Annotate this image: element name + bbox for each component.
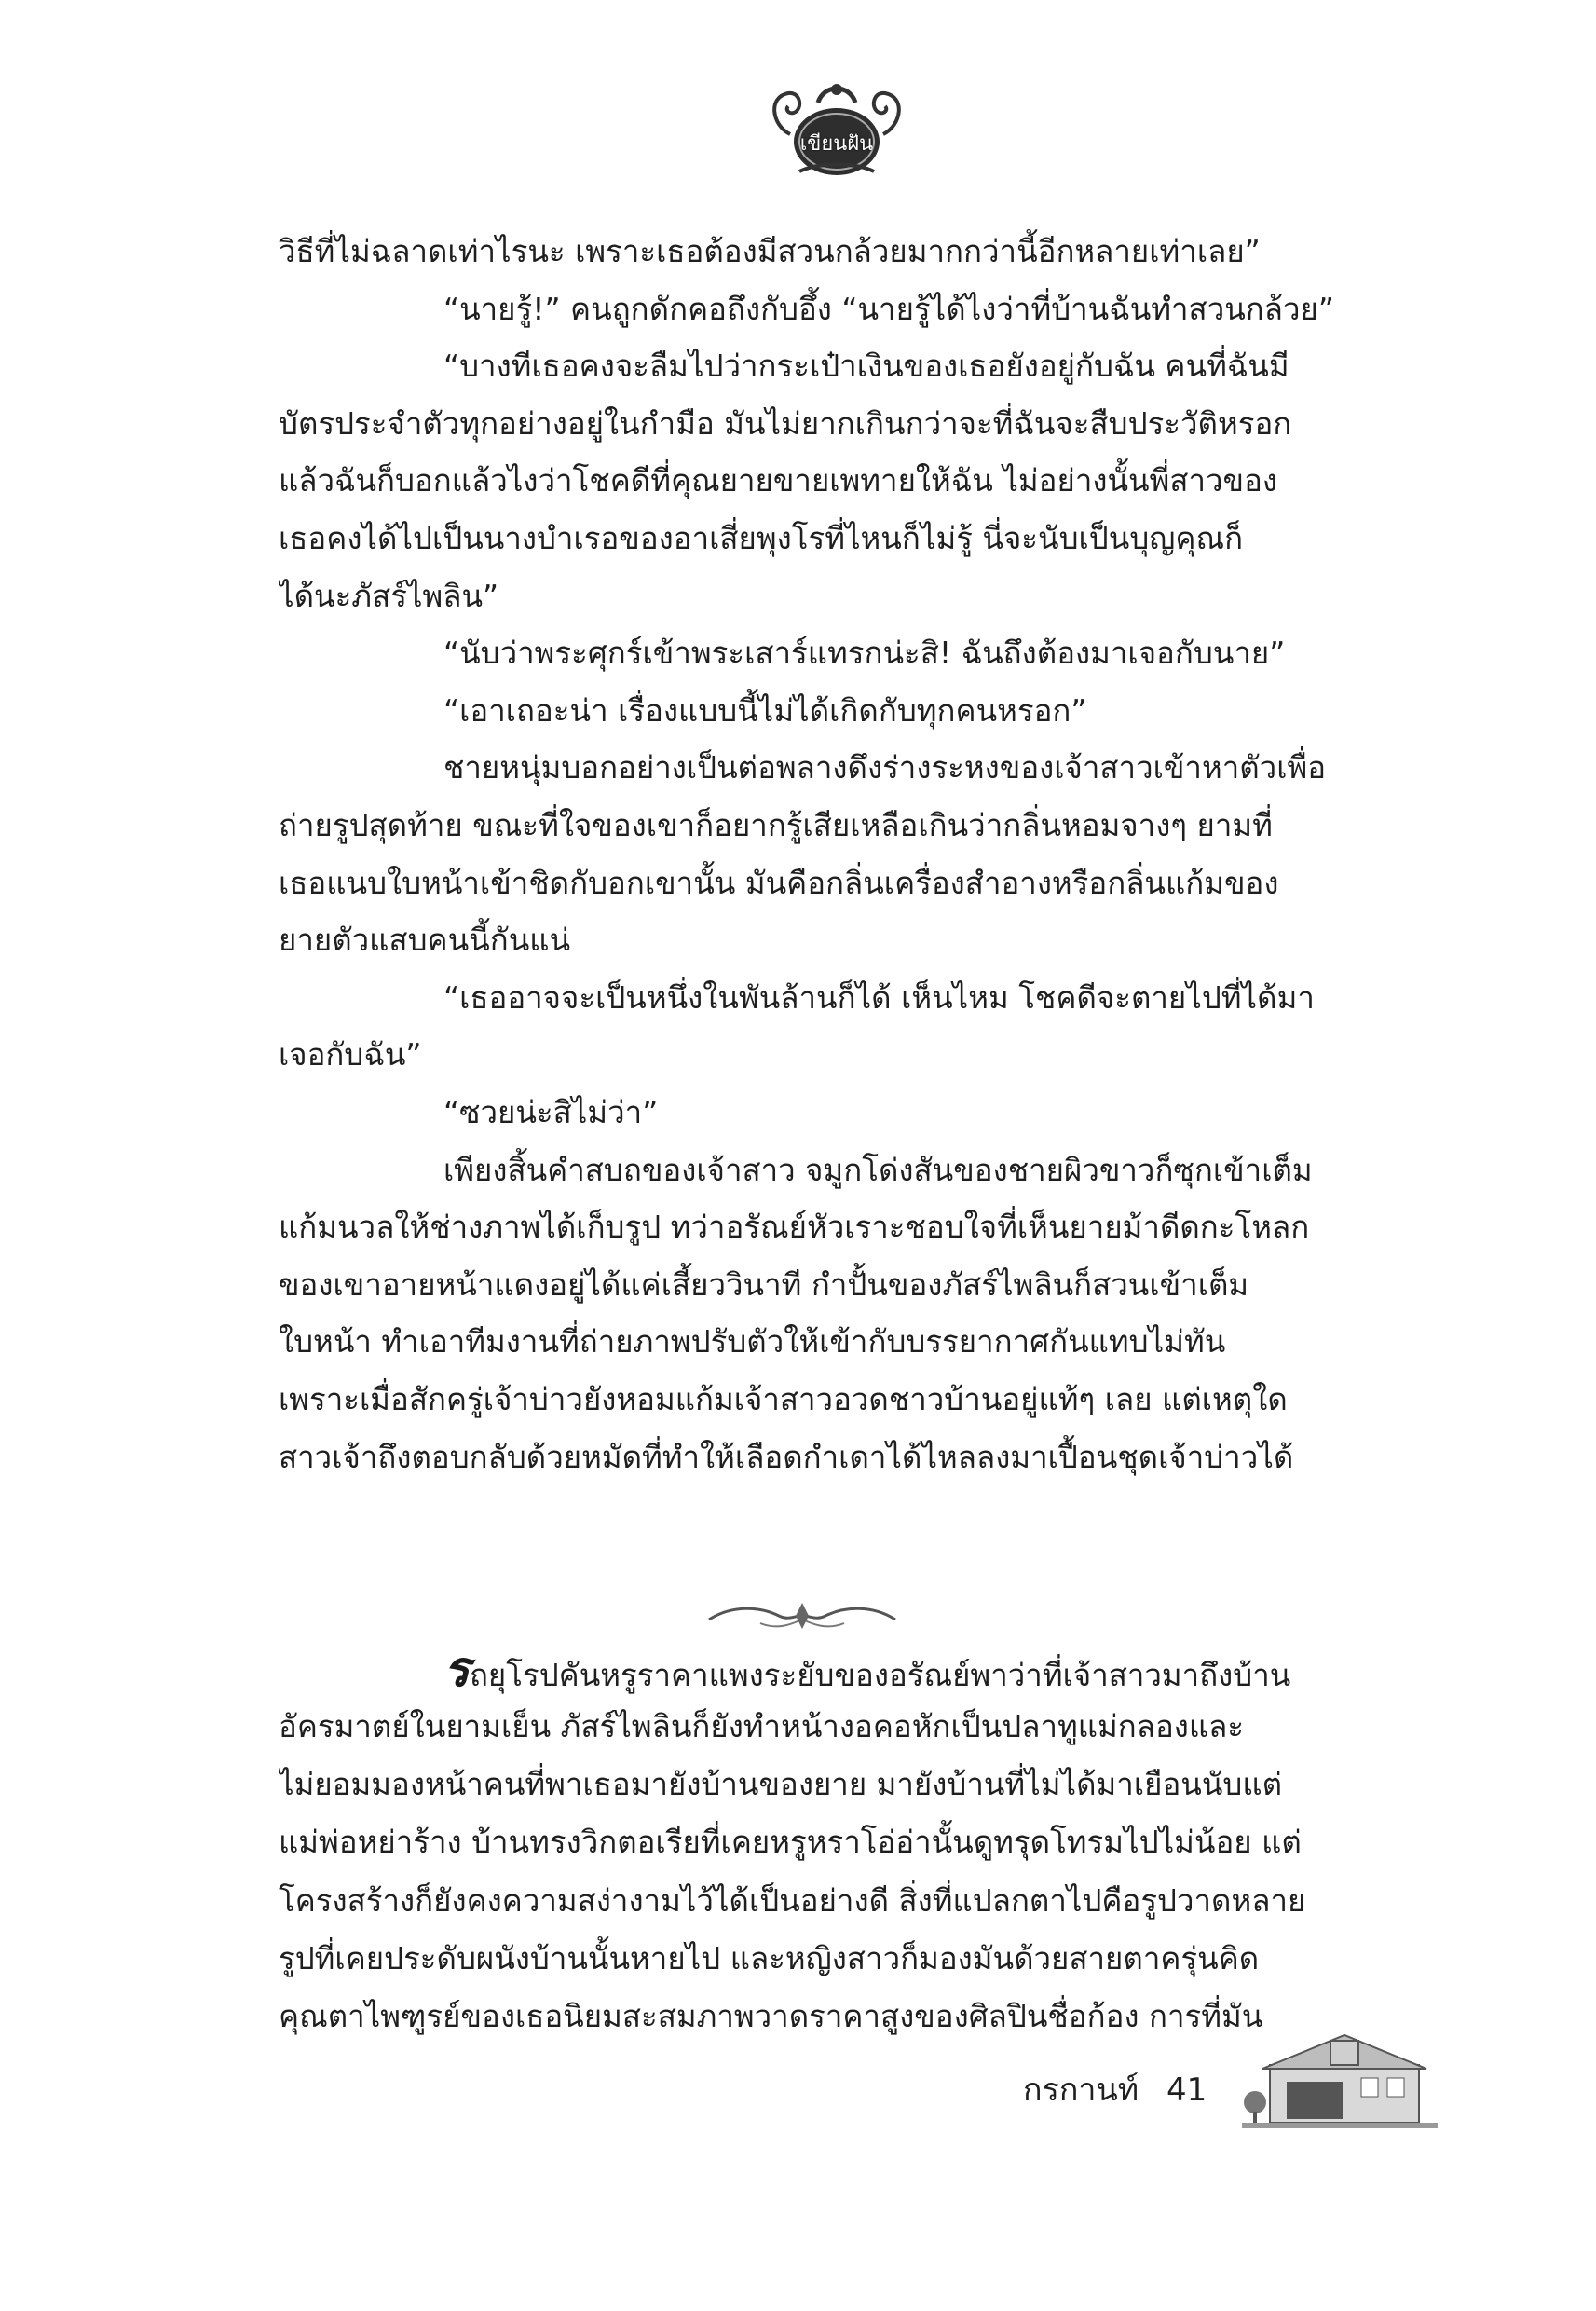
text-line: “เอาเถอะน่า เรื่องแบบนี้ไม่ได้เกิดกับทุกคนหรอก” [443,691,1087,729]
text-line: ได้นะภัสร์ไพลิน” [279,577,499,614]
publisher-logo [762,69,911,186]
text-line: เธอแนบใบหน้าเข้าชิดกับอกเขานั้น มันคือกลิ่นเครื่องสำอางหรือกลิ่นแก้มของ [279,864,1279,901]
text-line: “นับว่าพระศุกร์เข้าพระเสาร์แทรกน่ะสิ! ฉันถึงต้องมาเจอกับนาย” [443,635,1286,672]
text-line: ถ่ายรูปสุดท้าย ขณะที่ใจของเขาก็อยากรู้เสียเหลือเกินว่ากลิ่นหอมจางๆ ยามที่ [279,807,1273,843]
text-line: แม่พ่อหย่าร้าง บ้านทรงวิกตอเรียที่เคยหรูหราโอ่อ่านั้นดูทรุดโทรมไปไม่น้อย แต่ [279,1824,1302,1861]
text-line: เจอกับฉัน” [279,1036,422,1073]
text-line: เธอคงได้ไปเป็นนางบำเรอของอาเสี่ยพุงโรที่ไหนก็ไม่รู้ นี่จะนับเป็นบุญคุณก็ [279,520,1244,556]
text-line: เพราะเมื่อสักครู่เจ้าบ่าวยังหอมแก้มเจ้าสาวอวดชาวบ้านอยู่แท้ๆ เลย แต่เหตุใด [279,1381,1288,1417]
text-line: “ซวยน่ะสิไม่ว่า” [443,1094,659,1130]
text-line: บัตรประจำตัวทุกอย่างอยู่ในกำมือ มันไม่ยากเกินกว่าจะที่ฉันจะสืบประวัติหรอก [279,404,1292,442]
text-line: รูปที่เคยประดับผนังบ้านนั้นหายไป และหญิงสาวก็มองมันด้วยสายตาครุ่นคิด [279,1939,1260,1976]
section2-first-line [279,1640,1417,1700]
text-line: แก้มนวลให้ช่างภาพได้เก็บรูป ทว่าอรัณย์หัวเราะชอบใจที่เห็นยายม้าดีดกะโหลก [279,1209,1310,1246]
text-line: “เธออาจจะเป็นหนึ่งในพันล้านก็ได้ เห็นไหม โชคดีจะตายไปที่ได้มา [443,978,1315,1016]
text-line: ใบหน้า ทำเอาทีมงานที่ถ่ายภาพปรับตัวให้เข้ากับบรรยากาศกันแทบไม่ทัน [279,1323,1226,1361]
text-line: “นายรู้!” คนถูกดักคอถึงกับอึ้ง “นายรู้ได้ไงว่าที่บ้านฉันทำสวนกล้วย” [443,290,1334,327]
text-line: ของเขาอายหน้าแดงอยู่ได้แค่เสี้ยววินาที กำปั้นของภัสร์ไพลินก็สวนเข้าเต็ม [279,1265,1249,1303]
text-line: แล้วฉันก็บอกแล้วไงว่าโชคดีที่คุณยายขายเพทายให้ฉัน ไม่อย่างนั้นพี่สาวของ [279,462,1278,499]
ornament-divider-icon [704,1595,900,1636]
text-line: เพียงสิ้นคำสบถของเจ้าสาว จมูกโด่งสันของชายผิวขาวก็ซุกเข้าเต็ม [443,1151,1313,1188]
text-line: วิธีที่ไม่ฉลาดเท่าไรนะ เพราะเธอต้องมีสวนกล้วยมากกว่านี้อีกหลายเท่าเลย” [279,233,1261,269]
text-line: ยายตัวแสบคนนี้กันแน่ [279,922,571,959]
text-line: คุณตาไพฑูรย์ของเธอนิยมสะสมภาพวาดราคาสูงของศิลปินชื่อก้อง การที่มัน [279,1998,1263,2034]
page-number: 41 [1166,2072,1207,2109]
logo-text: เขียนฝัน [799,132,874,156]
section2-first-line-text: ถยุโรปคันหรูราคาแพงระยับของอรัณย์พาว่าที่เจ้าสาวมาถึงบ้าน [469,1657,1291,1693]
text-line: ชายหนุ่มบอกอย่างเป็นต่อพลางดึงร่างระหงของเจ้าสาวเข้าหาตัวเพื่อ [443,749,1327,786]
footer-author: กรกานท์ [1023,2072,1139,2109]
text-line: โครงสร้างก็ยังคงความสง่างามไว้ได้เป็นอย่างดี สิ่งที่แปลกตาไปคือรูปวาดหลาย [279,1881,1306,1919]
text-line: ไม่ยอมมองหน้าคนที่พาเธอมายังบ้านของยาย มายังบ้านที่ไม่ได้มาเยือนนับแต่ [279,1766,1283,1803]
drop-cap: ร [443,1641,470,1698]
text-line: สาวเจ้าถึงตอบกลับด้วยหมัดที่ทำให้เลือดกำเดาได้ไหลลงมาเปื้อนชุดเจ้าบ่าวได้ [279,1438,1294,1475]
house-illustration-icon [1242,2028,1438,2130]
text-line: “บางทีเธอคงจะลืมไปว่ากระเป๋าเงินของเธอยังอยู่กับฉัน คนที่ฉันมี [443,348,1289,385]
text-line: อัครมาตย์ในยามเย็น ภัสร์ไพลินก็ยังทำหน้างอคอหักเป็นปลาทูแม่กลองและ [279,1708,1245,1744]
